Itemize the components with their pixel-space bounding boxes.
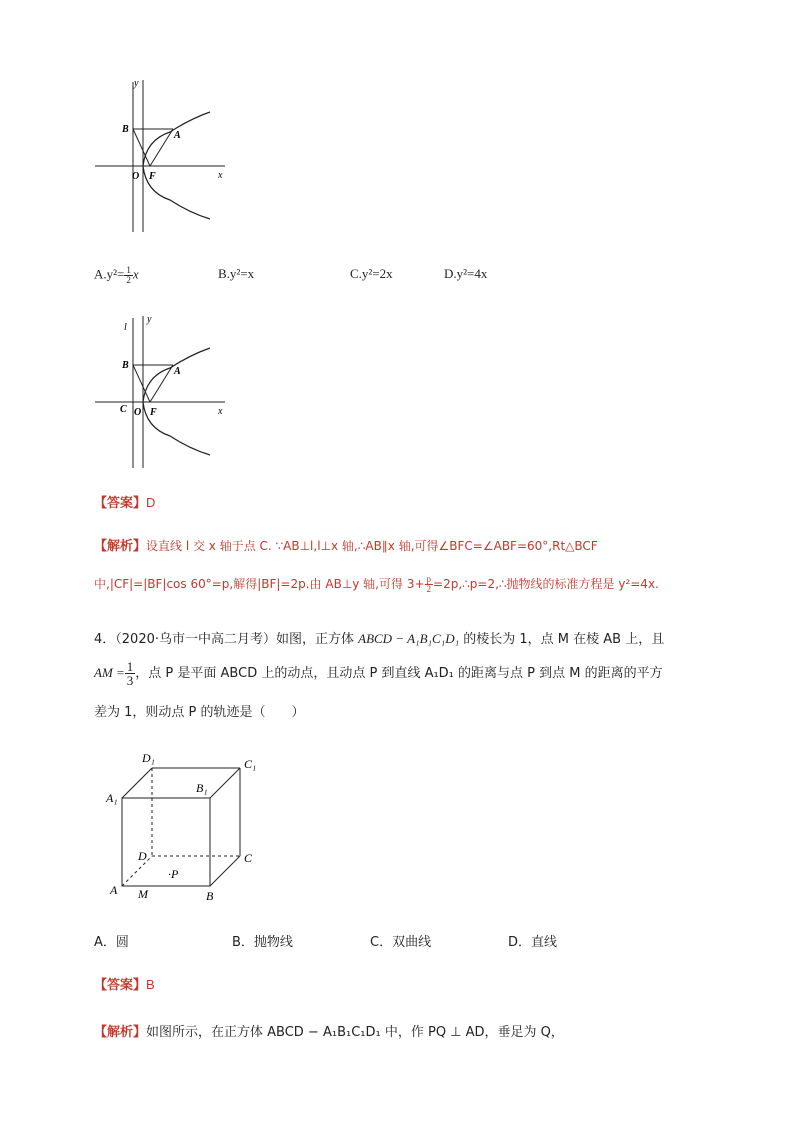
label-l: l: [124, 322, 127, 333]
label-P: ·P: [168, 867, 179, 881]
answer-value: D: [146, 495, 156, 510]
question-4-line-2: AM = $\frac{1}{3}$ ，点 P 是平面 ABCD 上的动点，且动点 P 到直线 A₁D₁ 的距离与点 P 到点 M 的距离的平方: [94, 659, 663, 688]
analysis-tag: 【解析】: [94, 539, 147, 554]
label-D1: D₁: [142, 751, 155, 765]
option-a: A.y²= $\frac{1}{2}$ x: [94, 265, 139, 285]
question-4-line-3: 差为 1，则动点 P 的轨迹是（ ）: [94, 705, 305, 720]
label-x: x: [218, 170, 223, 181]
label-A1: A₁: [106, 791, 118, 805]
option-d: D.y²=4x: [444, 266, 488, 281]
answer-tag: 【答案】: [94, 978, 147, 993]
label-A: A: [174, 130, 181, 141]
option-b: B.y²=x: [218, 266, 255, 281]
analysis-2: 【解析】如图所示，在正方体 ABCD − A₁B₁C₁D₁ 中，作 PQ ⊥ AD，垂足为 Q，: [94, 1025, 564, 1040]
option-a: A．圆: [94, 935, 129, 950]
label-F: F: [150, 407, 157, 418]
analysis-1-line-2: 中,|CF|=|BF|cos 60°=p,解得|BF|=2p.由 AB⊥y 轴,可得 3+ $\frac{p}{2}$ =2p,∴p=2,∴抛物线的标准方程是 y²=4x.: [94, 574, 659, 594]
label-C: C: [244, 851, 253, 865]
option-c: C.y²=2x: [350, 266, 393, 281]
label-M: M: [138, 887, 148, 901]
label-D: D: [138, 849, 147, 863]
parabola-figure-2: [90, 308, 240, 473]
label-x: x: [218, 406, 223, 417]
option-c: C．双曲线: [370, 935, 432, 950]
label-O: O: [132, 171, 140, 182]
parabola-figure-1: [90, 72, 240, 237]
label-C1: C₁: [244, 757, 257, 771]
label-B: B: [122, 360, 129, 371]
label-B1: B₁: [196, 781, 208, 795]
question-4-line-1: 4．（2020·乌市一中高二月考）如图，正方体 ABCD − A₁B₁C₁D₁ 的棱长为 1，点 M 在棱 AB 上，且: [94, 631, 665, 647]
cube-figure: [100, 748, 275, 908]
label-B: B: [122, 124, 129, 135]
label-y: y: [147, 314, 152, 325]
analysis-1-line-1: 【解析】设直线 l 交 x 轴于点 C. ∵AB⊥l,l⊥x 轴,∴AB∥x 轴,可得∠BFC=∠ABF=60°,Rt△BCF: [94, 539, 598, 554]
answer-2: [94, 975, 155, 996]
answer-1: [94, 493, 155, 514]
analysis-tag: 【解析】: [94, 1025, 147, 1040]
label-A: A: [174, 366, 181, 377]
label-O: O: [134, 407, 142, 418]
answer-tag: 【答案】: [94, 496, 147, 511]
label-C: C: [120, 404, 127, 415]
option-d: D．直线: [508, 935, 558, 950]
options-row-1: [94, 264, 554, 286]
label-y: y: [134, 78, 139, 89]
option-b: B．抛物线: [232, 935, 293, 950]
options-row-2: [94, 931, 574, 951]
answer-value: B: [146, 977, 155, 992]
label-B: B: [206, 889, 214, 903]
label-F: F: [149, 171, 156, 182]
label-A: A: [110, 883, 118, 897]
